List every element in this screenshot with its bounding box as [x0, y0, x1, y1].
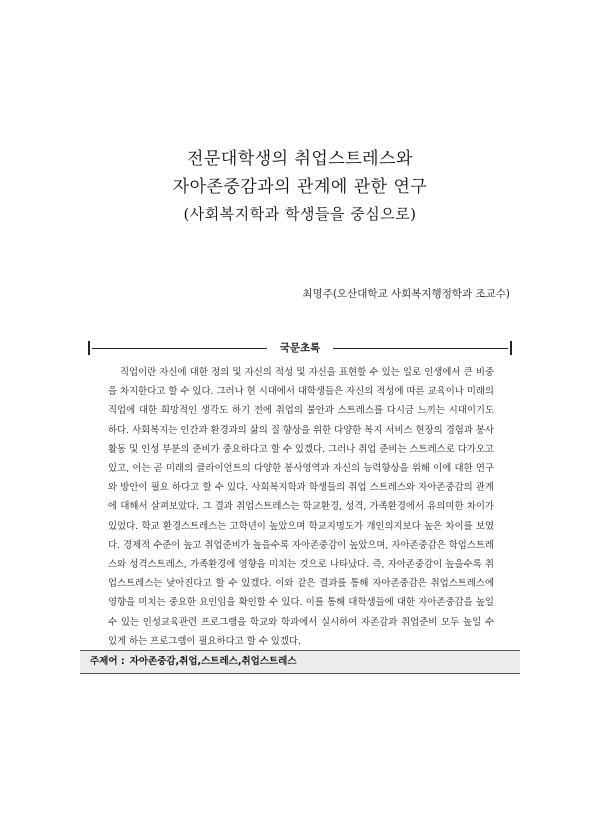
title-line-1: 전문대학생의 취업스트레스와 — [187, 149, 413, 169]
keywords-box — [80, 650, 520, 674]
abstract-heading: 국문초록 — [279, 342, 321, 354]
title-line-2: 자아존중감과의 관계에 관한 연구 — [172, 177, 428, 197]
abstract-body: 직업이란 자신에 대한 정의 및 자신의 적성 및 자신을 표현할 수 있는 일로 인생에서 큰 비중을 차지한다고 할 수 있다. 그러나 현 시대에서 대학생들은 자신의 적성에 따른 교육이나 미래의 직업에 대한 희망적인 생각도 하기 전에 취업의 불안과 스트레스를 다시금 느끼는 시대이기도 하다. 사회복지는 인간과 환경과의 삶의 질 향상을 위한 다양한 복지 서비스 현장의 경험과 봉사활동 및 인성 부분의 준비가 중요하다고 할 수 있겠다. 그러나 취업 준비는 스트레스로 다가오고 있고, 이는 곧 미래의 클라이언트의 다양한 봉사영역과 자신의 능력향상을 위해 이에 대한 연구와 방안이 필요 하다고 할 수 있다. 사회복지학과 학생들의 취업 스트레스와 자아존중감의 관계에 대해서 살펴보았다. 그 결과 취업스트레스는 학교환경, 성격, 가족환경에서 유의미한 차이가 있었다. 학교 환경스트레스는 고학년이 높았으며 학교지명도가 개인의지보다 높은 차이를 보였다. 경제적 수준이 높고 취업준비가 높을수록 자아존중감이 높았으며, 자아존중감은 학업스트레스와 성격스트레스, 가족환경에 영향을 미치는 것으로 나타났다. 즉, 자아존중감이 높을수록 취업스트레스는 낮아진다고 할 수 있겠다. 이와 같은 결과를 통해 자아존중감은 취업스트레스에 영향을 미치는 중요한 요인임을 확인할 수 있다. 이를 통해 대학생들에 대한 자아존중감을 높일 수 있는 인성교육관련 프로그램을 학교와 학과에서 실시하여 자존감과 취업준비 모두 높일 수 있게 하는 프로그램이 필요하다고 할 수 있겠다. — [108, 367, 494, 647]
header-rule-right — [333, 348, 508, 349]
title-block — [0, 145, 600, 227]
author-affiliation: 최명주(오산대학교 사회복지행정학과 조교수) — [302, 288, 510, 300]
keywords-label: 주제어 : — [90, 656, 125, 667]
abstract-header — [88, 341, 512, 355]
subtitle: (사회복지학과 학생들을 중심으로) — [183, 205, 417, 223]
keywords-value: 자아존중감,취업,스트레스,취업스트레스 — [129, 656, 297, 667]
header-tick-right — [510, 341, 512, 355]
